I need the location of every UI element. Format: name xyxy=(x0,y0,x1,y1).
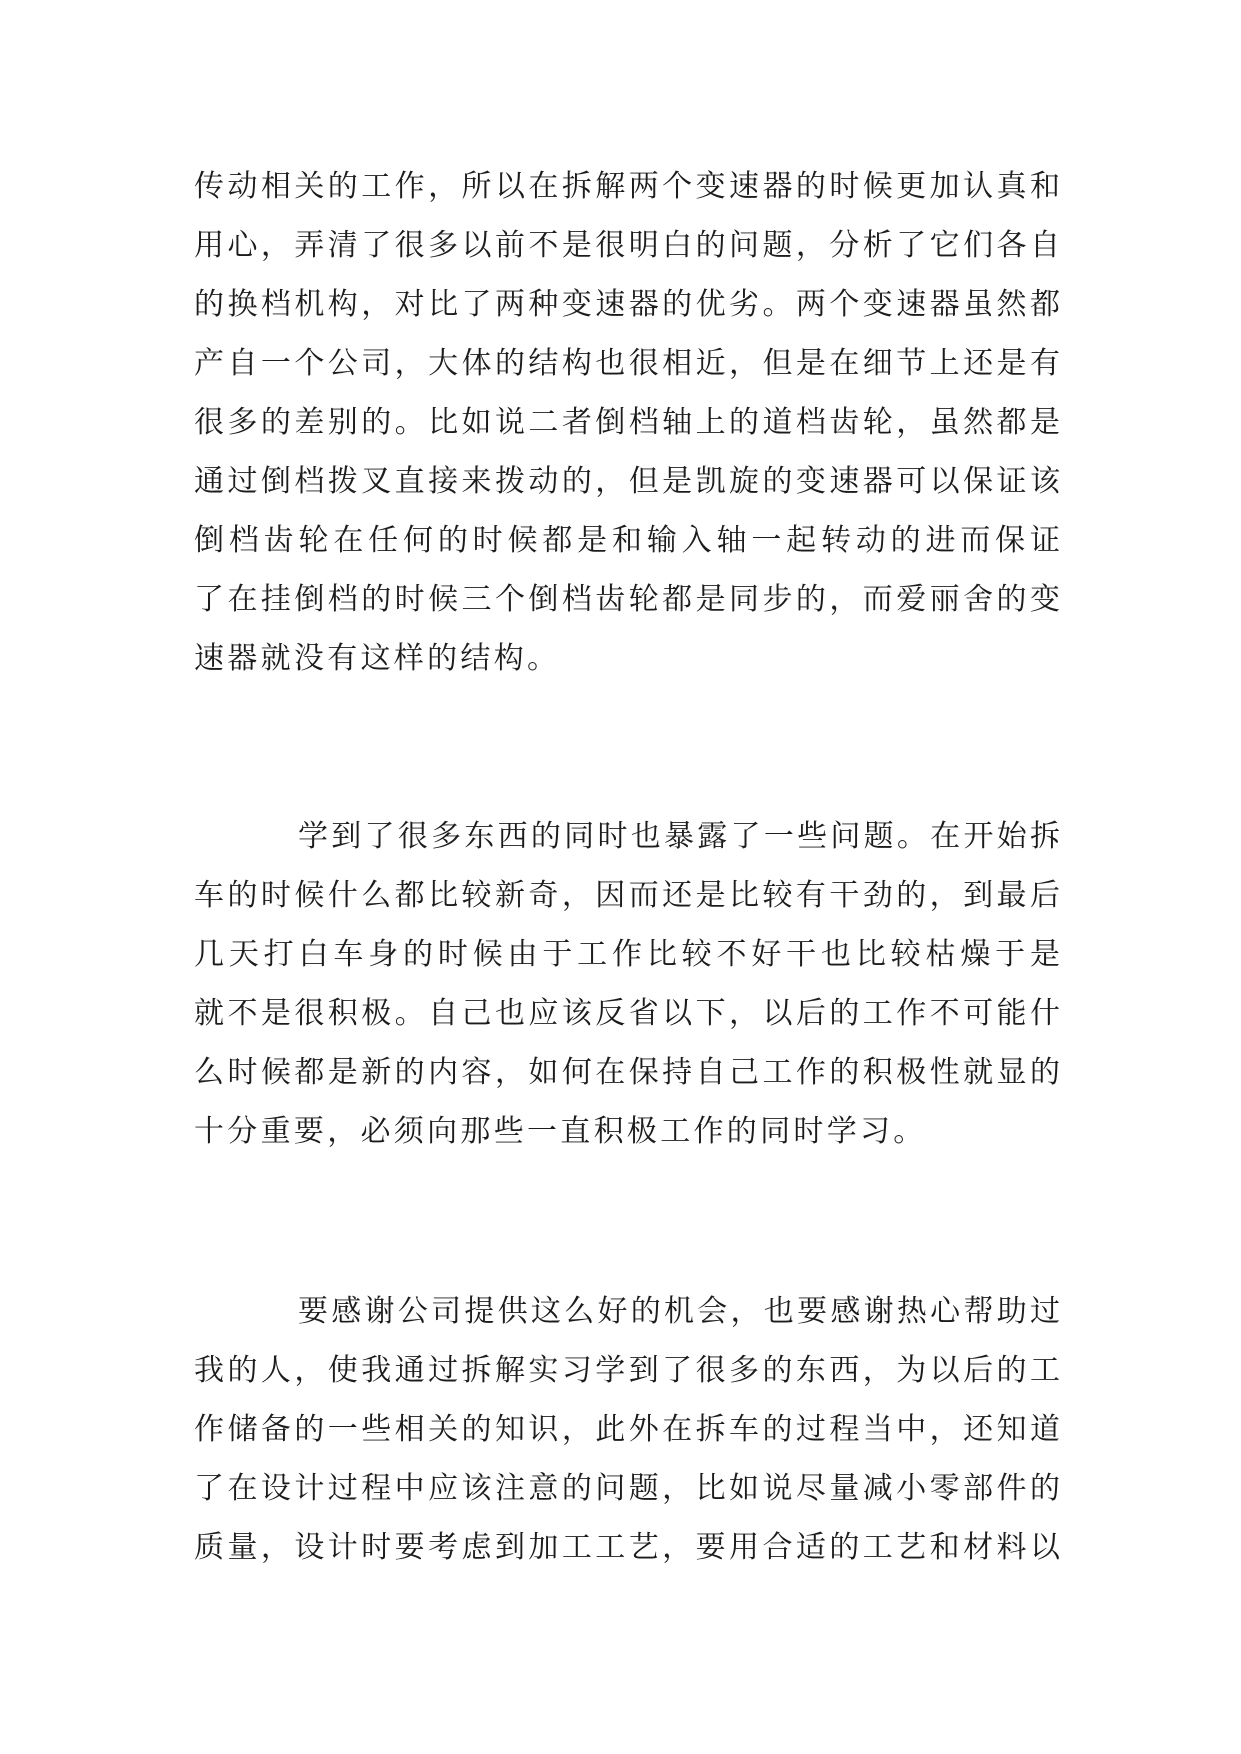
text-line: 速器就没有这样的结构。 xyxy=(194,641,561,676)
paragraph-1 xyxy=(194,157,1060,688)
text-line: 车的时候什么都比较新奇，因而还是比较有干劲的，到最后 xyxy=(194,878,1060,913)
text-line: 很多的差别的。比如说二者倒档轴上的道档齿轮，虽然都是 xyxy=(194,405,1060,440)
text-line: 我的人，使我通过拆解实习学到了很多的东西，为以后的工 xyxy=(194,1353,1060,1388)
text-line: 要感谢公司提供这么好的机会，也要感谢热心帮助过 xyxy=(298,1294,1060,1329)
text-line: 么时候都是新的内容，如何在保持自己工作的积极性就显的 xyxy=(194,1055,1060,1090)
text-line: 的换档机构，对比了两种变速器的优劣。两个变速器虽然都 xyxy=(194,287,1060,322)
text-line: 作储备的一些相关的知识，此外在拆车的过程当中，还知道 xyxy=(194,1412,1060,1447)
text-line: 产自一个公司，大体的结构也很相近，但是在细节上还是有 xyxy=(194,346,1060,381)
text-line: 通过倒档拨叉直接来拨动的，但是凯旋的变速器可以保证该 xyxy=(194,464,1060,499)
text-line: 了在挂倒档的时候三个倒档齿轮都是同步的，而爱丽舍的变 xyxy=(194,582,1060,617)
paragraph-2 xyxy=(194,807,1060,1161)
text-line: 了在设计过程中应该注意的问题，比如说尽量减小零部件的 xyxy=(194,1471,1060,1506)
text-line: 就不是很积极。自己也应该反省以下，以后的工作不可能什 xyxy=(194,996,1060,1031)
text-line: 倒档齿轮在任何的时候都是和输入轴一起转动的进而保证 xyxy=(194,523,1060,558)
text-line: 几天打白车身的时候由于工作比较不好干也比较枯燥于是 xyxy=(194,937,1060,972)
text-line: 十分重要，必须向那些一直积极工作的同时学习。 xyxy=(194,1114,927,1149)
text-line: 传动相关的工作，所以在拆解两个变速器的时候更加认真和 xyxy=(194,169,1060,204)
text-line: 质量，设计时要考虑到加工工艺，要用合适的工艺和材料以 xyxy=(194,1530,1060,1565)
text-line: 学到了很多东西的同时也暴露了一些问题。在开始拆 xyxy=(298,819,1060,854)
text-line: 用心，弄清了很多以前不是很明白的问题，分析了它们各自 xyxy=(194,228,1060,263)
paragraph-3 xyxy=(194,1282,1060,1577)
